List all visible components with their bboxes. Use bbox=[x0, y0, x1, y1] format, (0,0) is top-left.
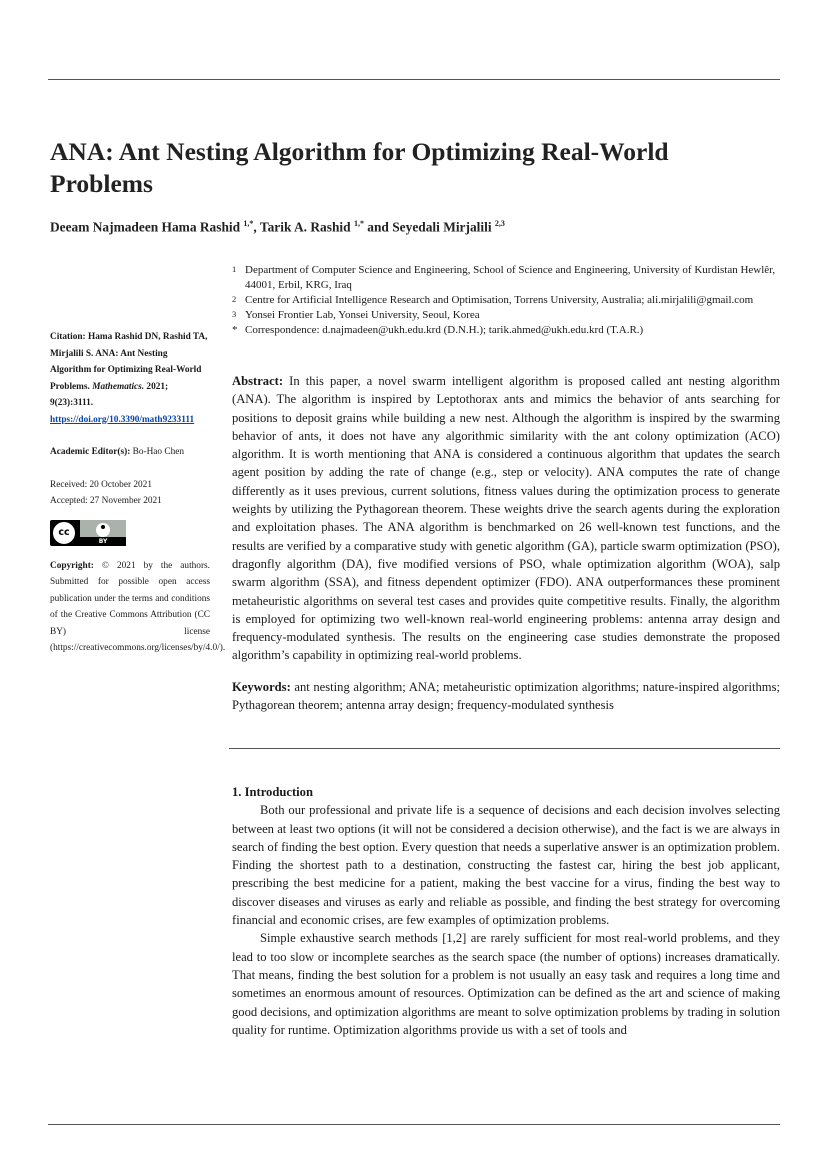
footer-rule bbox=[48, 1124, 780, 1125]
cc-by-license-badge[interactable] bbox=[50, 520, 126, 546]
affiliation-mark: 3 bbox=[232, 309, 237, 319]
academic-editor-name: Bo-Hao Chen bbox=[130, 447, 185, 457]
author-separator: and bbox=[363, 219, 393, 235]
copyright-text: © 2021 by the authors. Submitted for possible open access publication under the terms and conditions of the Creative Commons Attribution (CC BY) license (https://creativecommons.org/licenses/by/4.0/). bbox=[50, 560, 226, 653]
section-divider bbox=[229, 748, 780, 749]
citation-text: Citation: Hama Rashid DN, Rashid TA, Mirjalili S. ANA: Ant Nesting Algorithm for Optimizing Real-World Problems. bbox=[50, 332, 208, 392]
keywords-label: Keywords: bbox=[232, 679, 291, 694]
keywords-text: ant nesting algorithm; ANA; metaheuristic optimization algorithms; nature-inspired algorithms; Pythagorean theorem; antenna array design; frequency-modulated synthesis bbox=[232, 679, 780, 713]
affiliation-mark: 2 bbox=[232, 294, 237, 304]
author-name: Deeam Najmadeen Hama Rashid bbox=[50, 219, 241, 235]
author-name: Seyedali Mirjalili bbox=[392, 219, 492, 235]
abstract bbox=[232, 372, 780, 665]
affiliation-item bbox=[232, 293, 792, 308]
citation bbox=[50, 329, 210, 428]
body-paragraph: Both our professional and private life is a sequence of decisions and each decision involves selecting between at least two options (it will not be considered a decision otherwise), and the fact is we are always in search of finding the best option. Every question that needs a superlative answer is an optimization problem. Finding the shortest path to a destination, constructing the fastest car, hiring the best job applicant, prescribing the best medicine for a patient, making the best vaccine for a virus, finding the best way to discover diseases and viruses as early and reliable as possible, and finding the best strategy for overcoming financial and economic crises, are few examples of optimization problems. bbox=[232, 803, 780, 928]
by-label: BY bbox=[80, 537, 126, 546]
affiliation-text: Centre for Artificial Intelligence Research and Optimisation, Torrens University, Australia; ali.mirjalili@gmail.com bbox=[245, 294, 754, 306]
affiliation-list bbox=[232, 263, 792, 338]
section-heading: 1. Introduction bbox=[232, 785, 313, 799]
abstract-text: In this paper, a novel swarm intelligent algorithm is proposed called ant nesting algorithm (ANA). The algorithm is inspired by Leptothorax ants and mimics the behavior of ants searching for positions to deposit grains while building a new nest. Although the algorithm is inspired by the swarming behavior of ants, it does not have any algorithmic similarity with the ant colony optimization (ACO) algorithm. It is worth mentioning that ANA is considered a continuous algorithm that updates the search agent position by adding the rate of change (e.g., step or velocity). ANA computes the rate of change differently as it uses previous, current solutions, fitness values during the optimization process to generate weights by utilizing the Pythagorean theorem. These weights drive the search agents during the exploration and exploitation phases. The ANA algorithm is benchmarked on 26 well-known test functions, and the results are verified by a comparative study with genetic algorithm (GA), particle swarm optimization (PSO), dragonfly algorithm (DA), five modified versions of PSO, whale optimization algorithm (WOA), salp swarm algorithm (SSA), and fitness dependent optimizer (FDO). ANA outperformances these prominent metaheuristic algorithms on several test cases and provides quite competitive results. Finally, the algorithm is employed for optimizing two well-known real-world engineering problems: antenna array design and frequency-modulated synthesis. The results on the engineering case studies demonstrate the proposed algorithm’s capability in optimizing real-world problems. bbox=[232, 374, 780, 663]
citation-journal: Mathematics. bbox=[92, 381, 145, 392]
author-affiliation-mark: 1,* bbox=[243, 219, 254, 228]
author-line bbox=[50, 219, 770, 235]
abstract-section bbox=[232, 372, 780, 714]
affiliation-text: Department of Computer Science and Engineering, School of Science and Engineering, University of Kurdistan Hewlêr, 44001, Erbil, KRG, Iraq bbox=[245, 264, 776, 291]
person-icon bbox=[96, 523, 110, 537]
author-name: Tarik A. Rashid bbox=[259, 219, 351, 235]
accepted-date: Accepted: 27 November 2021 bbox=[50, 496, 162, 506]
correspondence-mark: * bbox=[232, 324, 238, 336]
author-affiliation-mark: 1,* bbox=[353, 219, 364, 228]
doi-link[interactable]: https://doi.org/10.3390/math9233111 bbox=[50, 414, 195, 425]
keywords bbox=[232, 678, 780, 715]
copyright-label: Copyright: bbox=[50, 560, 94, 571]
copyright-notice bbox=[50, 558, 226, 657]
academic-editor-label: Academic Editor(s): bbox=[50, 447, 131, 457]
correspondence-text: Correspondence: d.najmadeen@ukh.edu.krd (D.N.H.); tarik.ahmed@ukh.edu.krd (T.A.R.) bbox=[245, 324, 644, 336]
paper-title: ANA: Ant Nesting Algorithm for Optimizing Real-World Problems bbox=[50, 137, 669, 198]
affiliation-item bbox=[232, 308, 792, 323]
author-separator: , bbox=[253, 219, 260, 235]
sidebar bbox=[50, 329, 226, 657]
affiliation-item bbox=[232, 323, 792, 338]
introduction-section bbox=[232, 783, 780, 1039]
creative-commons-icon: cc bbox=[53, 522, 75, 544]
received-date: Received: 20 October 2021 bbox=[50, 479, 152, 490]
header-rule bbox=[48, 79, 780, 80]
citation-volume: 2021; 9(23):3111. bbox=[50, 381, 169, 408]
affiliation-mark: 1 bbox=[232, 264, 237, 274]
abstract-label: Abstract: bbox=[232, 374, 284, 388]
academic-editor bbox=[50, 444, 210, 461]
body-paragraph: Simple exhaustive search methods [1,2] are rarely sufficient for most real-world problems, and they lead to too slow or incomplete searches as the search space (the number of options) increases dramatically. That means, finding the best solution for a problem is not usually an easy task and requires a long time and sometimes an enormous amount of resources. Optimization can be defined as the art and science of making good decisions, and optimization algorithms are meant to solve optimization problems by trading in solution quality for runtime. Optimization algorithms provide us with a set of tools and bbox=[232, 931, 780, 1037]
affiliation-text: Yonsei Frontier Lab, Yonsei University, Seoul, Korea bbox=[245, 309, 480, 321]
affiliation-item bbox=[232, 263, 792, 293]
author-affiliation-mark: 2,3 bbox=[494, 219, 505, 228]
